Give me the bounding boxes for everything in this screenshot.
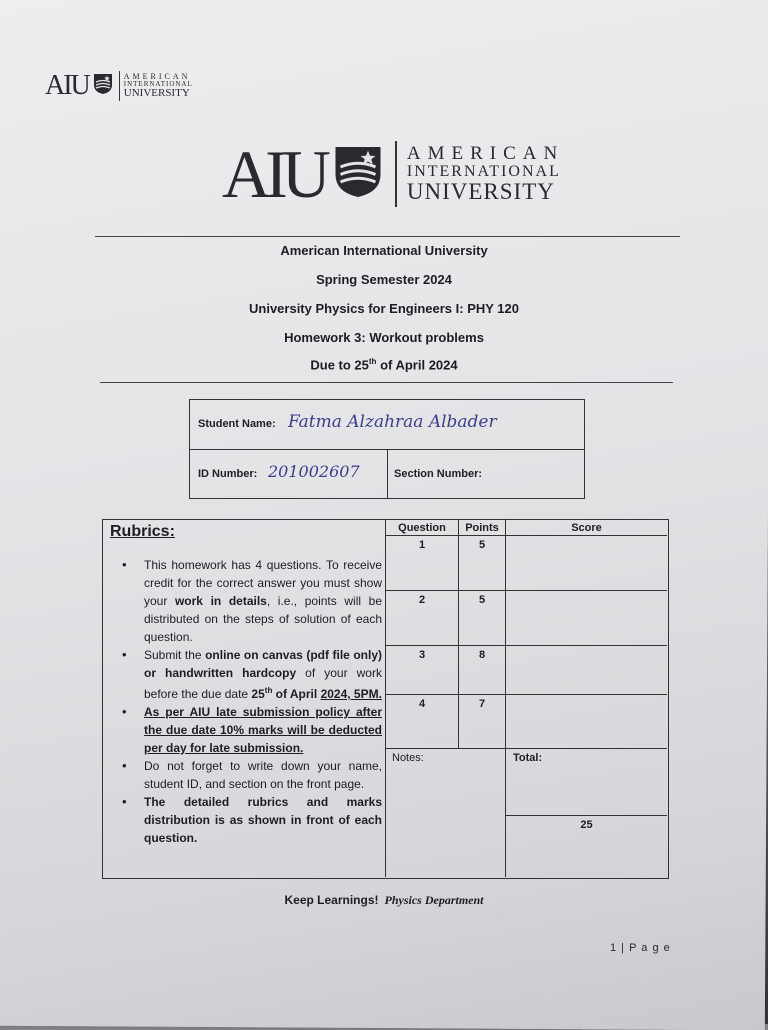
rubric-bold: The detailed rubrics and marks distribution is as shown in front of each question. <box>144 795 382 845</box>
table-line-row3 <box>385 694 667 695</box>
notes-label: Notes: <box>392 752 424 764</box>
table-line-row4 <box>385 748 667 749</box>
rubric-bold: 25 <box>251 687 265 701</box>
rubric-text: of your work before the due date <box>144 666 382 701</box>
id-number-value[interactable]: 201002607 <box>268 462 360 481</box>
logo-line-american: AMERICAN <box>123 72 191 81</box>
table-line-header <box>385 535 667 536</box>
student-info-box <box>189 399 585 499</box>
q1-number: 1 <box>418 539 426 551</box>
table-line-total <box>505 815 667 816</box>
header-semester: Spring Semester 2024 <box>316 272 452 287</box>
q3-points: 8 <box>478 649 486 661</box>
university-logo-small <box>45 70 193 102</box>
q4-number: 4 <box>418 698 426 710</box>
student-box-divider <box>387 450 388 498</box>
header-course: University Physics for Engineers I: PHY 120 <box>249 301 519 316</box>
logo-divider <box>395 141 397 207</box>
rubrics-title: Rubrics: <box>110 523 175 540</box>
q1-points: 5 <box>478 539 486 551</box>
flag-shield-icon <box>93 73 113 100</box>
logo-line-international: INTERNATIONAL <box>406 162 561 180</box>
logo-mark: AIU <box>45 70 89 101</box>
rubric-item <box>120 556 382 646</box>
table-line-question <box>458 519 459 748</box>
rubric-bold: online on canvas (pdf file only) or handwritten hardcopy <box>144 648 383 680</box>
table-line-row2 <box>385 645 667 646</box>
rubric-item <box>120 757 382 793</box>
page-label: P a g e <box>629 942 671 954</box>
flag-shield-icon <box>333 141 383 208</box>
header-homework: Homework 3: Workout problems <box>284 330 484 345</box>
footer <box>0 893 768 908</box>
logo-line-international: INTERNATIONAL <box>123 80 193 88</box>
footer-department: Physics Department <box>384 893 484 907</box>
rubric-sup: th <box>264 686 273 695</box>
q2-number: 2 <box>418 594 426 606</box>
logo-line-american: AMERICAN <box>406 142 565 164</box>
logo-wordmark <box>124 73 193 99</box>
header-due-date <box>0 357 768 372</box>
header-top-rule <box>95 236 680 237</box>
header-bottom-rule <box>100 382 673 383</box>
q2-points: 5 <box>478 594 486 606</box>
col-header-points: Points <box>465 522 499 534</box>
q3-number: 3 <box>418 649 426 661</box>
rubric-text: Submit the <box>144 648 206 662</box>
total-value: 25 <box>580 819 593 831</box>
logo-line-university: UNIVERSITY <box>406 179 555 205</box>
logo-line-university: UNIVERSITY <box>123 87 190 99</box>
rubrics-list <box>120 556 382 847</box>
rubric-text: , i.e., points will be distributed on the steps of solution of each question. <box>144 594 382 644</box>
header-university: American International University <box>280 243 488 258</box>
rubric-item <box>120 646 382 703</box>
q4-points: 7 <box>478 698 486 710</box>
footer-motto: Keep Learnings! <box>284 893 379 907</box>
id-number-label: ID Number: <box>198 468 258 480</box>
rubric-text: This homework has 4 questions. To receive credit for the correct answer you must show your <box>144 558 382 608</box>
logo-mark: AIU <box>222 136 325 212</box>
rubric-item <box>120 703 382 757</box>
section-number-label: Section Number: <box>394 468 483 480</box>
university-logo-large <box>222 136 565 212</box>
rubric-text: Do not forget to write down your name, student ID, and section on the front page. <box>144 759 382 791</box>
page-number: 1 | P a g e <box>610 942 671 954</box>
rubric-underline: 2024, 5PM. <box>320 687 382 701</box>
page-number-value: 1 <box>610 942 618 954</box>
student-name-value[interactable]: Fatma Alzahraa Albader <box>288 412 497 432</box>
total-label: Total: <box>513 752 543 764</box>
table-line-row1 <box>385 590 667 591</box>
col-header-score: Score <box>571 522 602 534</box>
rubric-bold: of April <box>272 687 321 701</box>
rubric-item <box>120 793 382 847</box>
due-prefix: Due to 25 <box>310 357 369 373</box>
logo-wordmark <box>407 144 564 205</box>
col-header-question: Question <box>398 522 446 534</box>
due-sup: th <box>368 357 377 366</box>
due-suffix: of April 2024 <box>376 357 458 373</box>
rubric-bold: work in details <box>174 594 267 608</box>
logo-divider <box>119 71 120 101</box>
student-name-label: Student Name: <box>198 418 276 430</box>
rubric-late-policy: As per AIU late submission policy after the due date 10% marks will be deducted per day for late submission. <box>144 705 382 755</box>
